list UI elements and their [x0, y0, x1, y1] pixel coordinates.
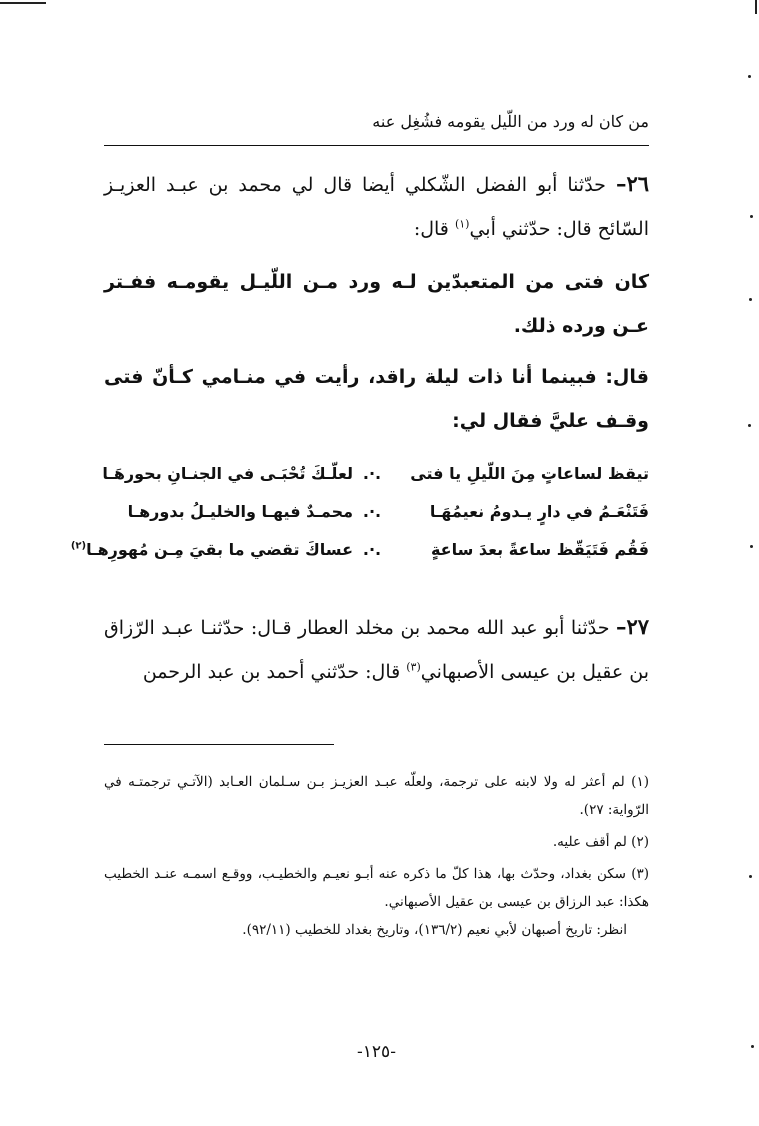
- footnote-ref: (١): [454, 217, 470, 231]
- isnad-line: قال: حدّثني أحمد بن عبد الرحمن: [142, 661, 407, 683]
- scan-edge-mark: [755, 0, 757, 14]
- scan-speck: [751, 1045, 754, 1048]
- footnote-rule: [104, 744, 334, 745]
- isnad-line: السّائح قال: حدّثني أبي: [469, 218, 649, 240]
- entry-number: ٢٧: [626, 614, 650, 639]
- scan-speck: [749, 298, 752, 301]
- scan-speck: [750, 215, 753, 218]
- poem-verse: [104, 455, 649, 493]
- footnote-marker: (٣): [631, 866, 650, 882]
- scan-speck: [748, 424, 751, 427]
- isnad-line: قال:: [413, 218, 455, 240]
- verse-separator: .·.: [362, 540, 382, 559]
- footnotes: [104, 768, 649, 948]
- verse-first-half: فَقُم فَتَيَقّظ ساعةً بعدَ ساعةٍ: [430, 540, 649, 559]
- scan-edge-mark: [0, 2, 46, 4]
- verse-second-half: محمـدٌ فيهـا والخليـلُ بدورهـا: [127, 502, 353, 521]
- poem: [70, 455, 649, 569]
- header-rule: [104, 145, 649, 146]
- entry-dash: –: [615, 171, 627, 196]
- isnad-line: حدّثنا أبو عبد الله محمد بن مخلد العطار قـال: حدّثنـا عبـد: [161, 617, 610, 639]
- isnad-line: حدّثنا أبو الفضل الشّكلي أيضا قال لي محمد بن عبـد العزيـز: [104, 174, 606, 196]
- running-head: من كان له ورد من اللّيل يقومه فشُغِل عنه: [372, 112, 649, 131]
- poem-verse: [104, 493, 649, 531]
- story-paragraph: كان فتى من المتعبدّين لـه ورد مـن اللّيـل يقومـه ففـتر عـن ورده ذلك.: [104, 271, 649, 337]
- scan-speck: [749, 875, 752, 878]
- page-number: -١٢٥-: [357, 1042, 396, 1062]
- verse-separator: .·.: [362, 464, 382, 483]
- footnote-text: لم أعثر له ولا لابنه على ترجمة، ولعلّه عبـد العزيـز بـن سـلمان العـابد (الآتـي ترجمتـه في الرّواية: ٢٧).: [104, 774, 649, 818]
- entry-number: ٢٦: [626, 171, 649, 196]
- footnote-text: سكن بغداد، وحدّث بها، هذا كلّ ما ذكره عنه أبـو نعيـم والخطيـب، ووقـع اسمـه عنـد الخطيب هكذا: عبد الرزاق بن عيسى بن عقيل الأصبهاني.: [104, 866, 649, 910]
- story-paragraph: قال: فبينما أنا ذات ليلة راقد، رأيت في منـامي كـأنّ فتى وقـف عليَّ فقال لي:: [104, 366, 649, 432]
- footnote-text: لم أقف عليه.: [552, 834, 627, 850]
- footnote-marker: (١): [631, 774, 649, 790]
- footnote: [104, 768, 649, 824]
- scan-speck: [750, 545, 753, 548]
- footnote-ref: (٣): [406, 660, 421, 674]
- footnote-reference: انظر: تاريخ أصبهان لأبي نعيم (١٣٦/٢)، وتاريخ بغداد للخطيب (٩٢/١١).: [242, 922, 627, 938]
- footnote-ref: (٢): [70, 540, 87, 552]
- poem-verse: [70, 531, 649, 569]
- footnote: [104, 860, 649, 944]
- entry-26: [104, 162, 649, 251]
- verse-second-half: لعلّـكَ تُحْبَـى في الجنـانِ بحورهَـا: [102, 464, 353, 483]
- verse-first-half: فَتَنْعَـمُ في دارٍ يـدومُ نعيمُهَـا: [429, 502, 649, 521]
- verse-second-half: عساكَ تقضي ما بقيَ مِـن مُهورِهـا$^{(٢)}$: [70, 540, 353, 559]
- verse-separator: .·.: [362, 502, 382, 521]
- scan-speck: [748, 75, 751, 78]
- isnad-line: الرّزاق بن عقيل بن عيسى الأصبهاني: [104, 617, 649, 683]
- verse-first-half: تيقظ لساعاتٍ مِنَ اللّيلِ يا فتى: [410, 464, 649, 483]
- entry-27: [104, 605, 649, 694]
- footnote: [104, 828, 649, 856]
- entry-dash: –: [615, 614, 627, 639]
- footnote-marker: (٢): [631, 834, 649, 850]
- book-page: [70, 100, 650, 1100]
